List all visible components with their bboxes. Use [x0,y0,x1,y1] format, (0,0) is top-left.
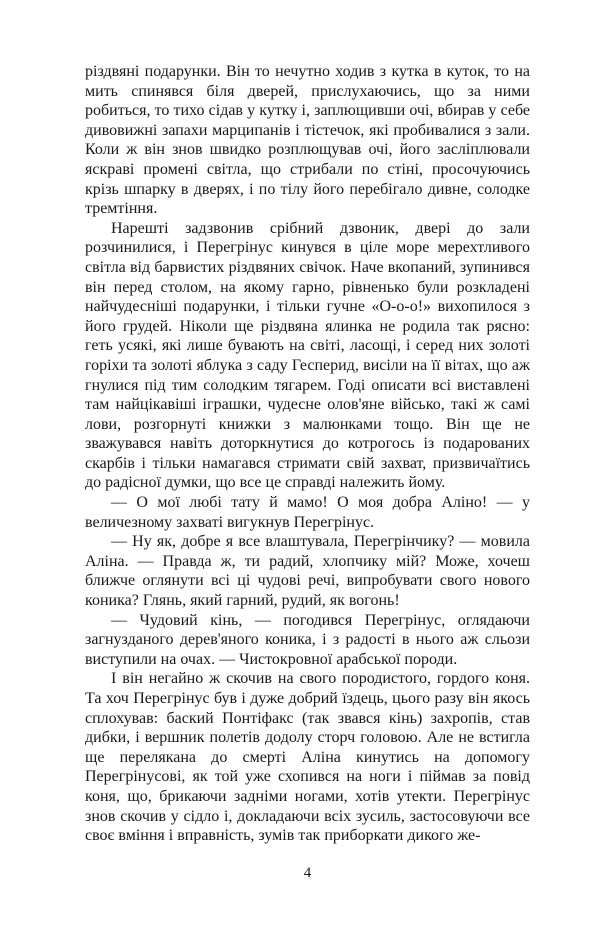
paragraph: Нарешті задзвонив срібний дзвоник, двері до зали розчинилися, і Перегрінус кинувся в ціле море мерехтливого світла від барвистих різдвяних свічок. Наче вкопаний, зупинився він перед столом, на якому гарно, рівненько були розкладені найчудесніші подарунки, і тільки гучне «О-о-о!» вихопилося з його грудей. Ніколи ще різдвяна ялинка не родила так рясно: геть усякі, які лише бувають на світі, ласощі, і серед них золоті горіхи та золоті яблука з саду Гесперид, висіли на її вітах, що аж гнулися під тим солодким тягарем. Годі описати всі виставлені там найцікавіші іграшки, чудесне олов'яне військо, такі ж самі лови, розгорнуті книжки з малюнками тощо. Він ще не зважувався навіть доторкнутися до котрогось із подарованих скарбів і тільки намагався стримати свій захват, призвичаїтись до радісної думки, що все це справді належить йому. [85,219,530,492]
page-number: 4 [303,865,312,881]
paragraph: І він негайно ж скочив на свого породистого, гордого коня. Та хоч Перегрінус був і дуже добрий їздець, цього разу він якось сплохував: баский Понтіфакс (так звався кінь) захропів, став дибки, і вершник полетів додолу сторч головою. Але не встигла ще перелякана до смерті Аліна кинутись на допомогу Перегрінусові, як той уже схопився на ноги і піймав за повід коня, що, брикаючи задніми ногами, хотів утекти. Перегрінус знов скочив у сідло і, докладаючи всіх зусиль, застосовуючи все своє вміння і вправність, зумів так приборкати дикого же- [85,670,530,845]
text-block [85,62,530,846]
paragraph: різдвяні подарунки. Він то нечутно ходив з кутка в куток, то на мить спинявся біля дверей, прислухаючись, що за ними робиться, то тихо сідав у кутку і, заплющивши очі, вбирав у себе дивовижні запахи марципанів і тістечок, які пробивалися з зали. Коли ж він знов швидко розплющував очі, його засліплювали яскраві промені світла, що стрибали по стіні, просочуючись крізь шпарку в дверях, і по тілу його перебігало дивне, солодке тремтіння. [85,63,530,218]
paragraph: — О мої любі тату й мамо! О моя добра Аліно! — у величезному захваті вигукнув Перегрінус. [85,494,530,531]
paragraph: — Чудовий кінь, — погодився Перегрінус, оглядаючи загнузданого дерев'яного коника, і з радості в нього аж сльози виступили на очах. — Чистокровної арабської породи. [85,611,530,668]
paragraph: — Ну як, добре я все влаштувала, Перегрінчику? — мовила Аліна. — Правда ж, ти радий, хлопчику мій? Може, хочеш ближче оглянути всі ці чудові речі, випробувати свого нового коника? Глянь, який гарний, рудий, як вогонь! [85,533,530,610]
